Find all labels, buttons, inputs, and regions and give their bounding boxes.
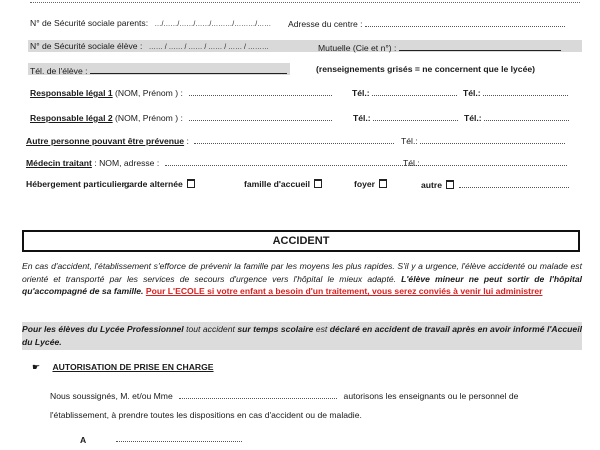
resp2-tel1 [353,112,458,123]
ss-eleve-label: N° de Sécurité sociale élève : [30,41,143,51]
resp1-tel2-field[interactable] [483,87,568,96]
ss-eleve-content [30,41,269,51]
option-label: autre [421,180,443,190]
top-dotted-line [30,2,580,3]
lieu-field[interactable] [116,433,242,442]
option-foyer[interactable] [354,179,387,189]
tel-label: Tél.: [463,88,481,98]
autre-suffix: : [184,136,189,146]
resp1-tel2 [463,87,568,98]
resp1-tel1 [352,87,457,98]
accident-bold-text: L'élève mineur ne peut sortir de l'hôpital qu'accompagné de sa famille. [22,273,582,296]
tel-label: Tél.: [401,136,418,146]
option-famille-accueil[interactable] [244,179,322,189]
resp2-tel2 [464,112,569,123]
centre-label: Adresse du centre : [288,19,363,29]
autre-hebergement-field[interactable] [459,179,569,188]
medecin-field[interactable] [165,157,433,166]
checkbox-icon[interactable] [446,180,454,189]
checkbox-icon[interactable] [187,179,195,188]
ecole-notice: Pour L'ECOLE si votre enfant a besoin d'un traitement, vous serez conviés à venir lui administrer [145,286,543,296]
autorisation-start: Nous soussignés, M. et/ou Mme [50,391,173,401]
lycee-pro-bold-3: déclaré en accident de travail après en avoir informé l'Accueil du Lycée. [22,324,582,347]
lycee-pro-text-1: tout accident [183,324,238,334]
autorisation-end: autorisons les enseignants ou le personnel de [343,391,519,401]
checkbox-icon[interactable] [314,179,322,188]
medecin-row [26,157,433,168]
resp2-row [30,112,332,123]
autre-name-field[interactable] [194,135,394,144]
mutuelle-field[interactable] [399,41,561,51]
resp1-row [30,87,332,98]
medecin-label: Médecin traitant [26,158,92,168]
mutuelle-row [318,41,561,53]
autorisation-line-1 [50,390,518,401]
resp1-label: Responsable légal 1 [30,88,113,98]
grey-note: (renseignements grisés = ne concernent que le lycée) [316,64,535,74]
autorisation-heading [32,362,214,373]
resp2-label: Responsable légal 2 [30,113,113,123]
option-autre[interactable] [421,179,569,190]
accident-section-header: ACCIDENT [22,230,580,252]
accident-text: En cas d'accident, l'établissement s'efforce de prévenir la famille par les moyens les plus rapides. S'il y a urgence, l'élève accidenté ou malade est orienté et transporté par les services de secours d'urgence vers l'hôpital le mieux adapté. [22,261,582,284]
resp1-tel1-field[interactable] [372,87,457,96]
mutuelle-label: Mutuelle (Cie et n°) : [318,43,397,53]
ss-parents-label: N° de Sécurité sociale parents: [30,18,149,28]
tel-label: Tél.: [353,113,371,123]
accident-paragraph [22,260,582,298]
tel-eleve-content [30,64,287,76]
autre-label: Autre personne pouvant être prévenue [26,136,185,146]
tel-label: Tél.: [464,113,482,123]
centre-row [288,18,565,29]
tel-label: Tél.: [403,158,420,168]
option-label: garde alternée [124,179,183,189]
centre-field[interactable] [365,18,565,27]
tel-eleve-field[interactable] [90,64,287,74]
checkbox-icon[interactable] [379,179,387,188]
lycee-pro-bold-2: sur temps scolaire [237,324,314,334]
lycee-pro-bold-1: Pour les élèves du Lycée Professionnel [22,324,184,334]
ss-parents-row [30,18,271,28]
option-label: foyer [354,179,376,189]
lycee-pro-text-2: est [313,324,330,334]
medecin-tel [403,157,567,168]
medecin-suffix: : NOM, adresse : [91,158,160,168]
ss-eleve-field[interactable]: …… / …… / …… / …… / …… / ……… [148,44,269,51]
resp1-suffix: (NOM, Prénom ) : [112,88,183,98]
resp1-name-field[interactable] [189,87,332,96]
parent-name-field[interactable] [179,390,337,399]
hebergement-label: Hébergement particulier : [26,179,131,189]
resp2-name-field[interactable] [189,112,332,121]
autre-tel [401,135,565,146]
tel-label: Tél.: [352,88,370,98]
option-label: famille d'accueil [244,179,311,189]
autre-row [26,135,394,146]
resp2-suffix: (NOM, Prénom ) : [112,113,183,123]
ss-parents-field[interactable]: …/……/……/……/………/………/…… [154,21,272,28]
autorisation-title: AUTORISATION DE PRISE EN CHARGE [52,362,214,372]
a-label: A [80,435,87,445]
resp2-tel1-field[interactable] [373,112,458,121]
lycee-pro-paragraph [22,323,582,348]
medecin-tel-field[interactable] [422,157,567,166]
option-garde-alternee[interactable] [124,179,195,189]
pointing-hand-icon: ☛ [32,362,41,372]
tel-eleve-label: Tél. de l'élève : [30,66,88,76]
autre-tel-field[interactable] [420,135,565,144]
resp2-tel2-field[interactable] [484,112,569,121]
autorisation-line-2: l'établissement, à prendre toutes les dispositions en cas d'accident ou de maladie. [50,410,362,420]
